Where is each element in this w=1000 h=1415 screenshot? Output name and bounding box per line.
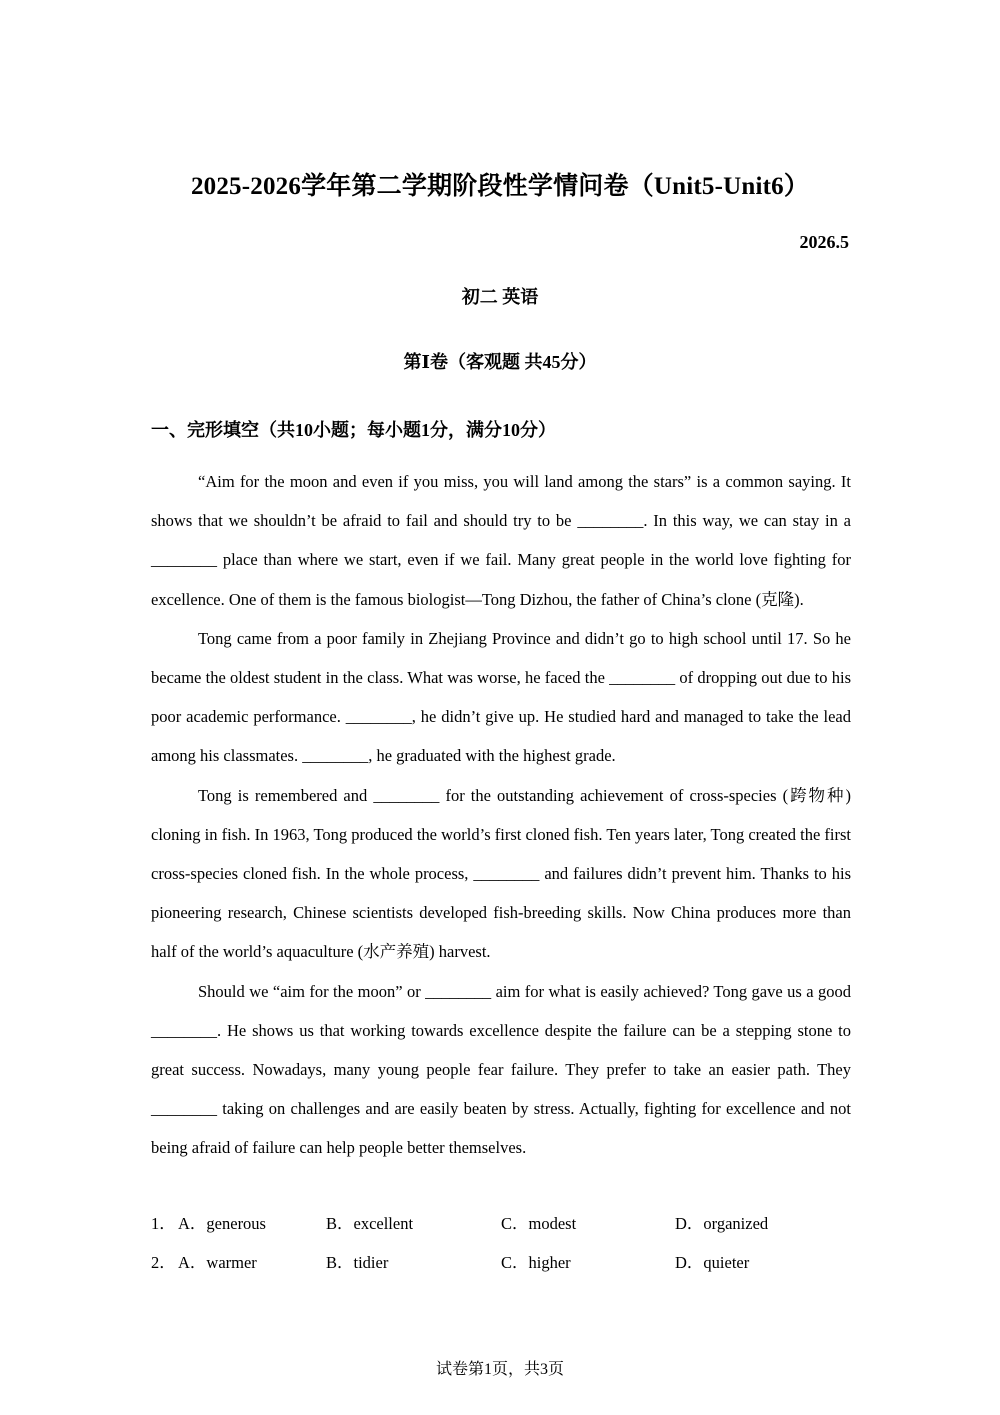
option-c: C．modest: [501, 1214, 577, 1233]
option-b: B．excellent: [326, 1214, 414, 1233]
part-heading: 第Ⅰ卷（客观题 共45分）: [403, 352, 597, 372]
page-footer: 试卷第1页，共3页: [435, 1361, 564, 1378]
option-a: A．generous: [178, 1214, 266, 1233]
option-d: D．organized: [675, 1214, 769, 1233]
question-number: 2．: [151, 1253, 176, 1272]
exam-date: 2026.5: [799, 232, 849, 252]
option-a: A．warmer: [178, 1253, 257, 1272]
passage-paragraph: Should we “aim for the moon” or ________ aim for what is easily achieved? Tong gave us a good ________. He shows us that working towards excellence despite the failure can be a stepping stone to great success. Nowadays, many young people fear failure. They prefer to take an easier path. They ________ taking on challenges and are easily beaten by stress. Actually, fighting for excellence and not being afraid of failure can help people better themselves.: [151, 981, 851, 1158]
question-options: [151, 1203, 851, 1281]
option-b: B．tidier: [326, 1253, 389, 1272]
option-d: D．quieter: [675, 1253, 750, 1272]
option-c: C．higher: [501, 1253, 571, 1272]
subject-heading: 初二 英语: [461, 287, 539, 307]
exam-title: 2025-2026学年第二学期阶段性学情问卷（Unit5-Unit6）: [190, 173, 810, 200]
passage-paragraph: “Aim for the moon and even if you miss, you will land among the stars” is a common saying. It shows that we shouldn’t be afraid to fail and should try to be ________. In this way, we can stay in a ________ place than where we start, even if we fail. Many great people in the world love fighting for excellence. One of them is the famous biologist—Tong Dizhou, the father of China’s clone (克隆).: [151, 472, 851, 609]
question-row: [151, 1203, 851, 1242]
question-row: [151, 1242, 851, 1281]
passage-paragraph: Tong came from a poor family in Zhejiang Province and didn’t go to high school until 17. So he became the oldest student in the class. What was worse, he faced the ________ of dropping out due to his poor academic performance. ________, he didn’t give up. He studied hard and managed to take the lead among his classmates. ________, he graduated with the highest grade.: [151, 628, 851, 766]
section-heading: 一、完形填空（共10小题；每小题1分，满分10分）: [151, 420, 556, 440]
question-number: 1．: [151, 1214, 176, 1233]
cloze-passage: [151, 462, 851, 1168]
passage-paragraph: Tong is remembered and ________ for the outstanding achievement of cross-species (跨物种) cloning in fish. In 1963, Tong produced the world’s first cloned fish. Ten years later, Tong created the first cross-species cloned fish. In the whole process, ________ and failures didn’t prevent him. Thanks to his pioneering research, Chinese scientists developed fish-breeding skills. Now China produces more than half of the world’s aquaculture (水产养殖) harvest.: [151, 785, 851, 962]
